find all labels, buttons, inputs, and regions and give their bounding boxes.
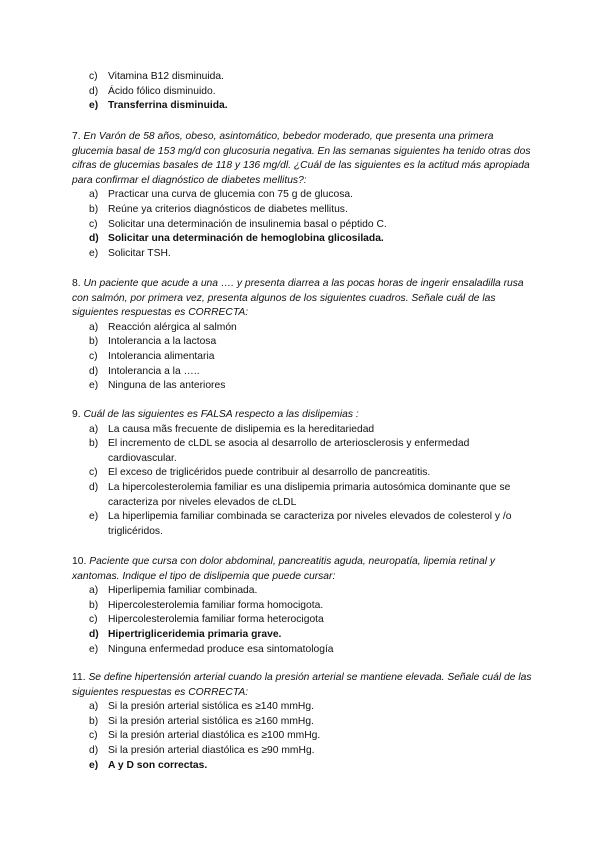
question-10 [72,555,532,657]
option-d [72,481,532,510]
option-letter: b) [89,438,99,450]
option-text: Solicitar una determinación de insulinemia basal o péptido C. [108,218,387,230]
option-e [72,379,532,394]
option-b [72,335,532,350]
option-text: Si la presión arterial diastólica es ≥100 mmHg. [108,730,321,742]
option-letter: c) [89,467,98,479]
option-letter: e) [89,511,99,523]
option-e-correct [72,99,532,114]
option-c [72,613,532,628]
option-a [72,423,532,438]
option-text: Solicitar una determinación de hemoglobina glicosilada. [108,233,384,245]
question-stem [72,130,532,188]
option-d [72,85,532,100]
option-a [72,188,532,203]
option-text: La causa mãs frecuente de dislipemia es la hereditariedad [108,423,375,435]
question-8 [72,277,532,394]
question-number: 8. [72,278,81,289]
option-b [72,203,532,218]
option-text: Reacción alérgica al salmón [108,321,237,333]
option-c [72,729,532,744]
option-c [72,70,532,85]
option-list [72,321,532,394]
option-letter: b) [89,715,99,727]
question-number: 10. [72,556,87,567]
option-e [72,643,532,658]
option-b [72,437,532,466]
option-text: Solicitar TSH. [108,247,171,259]
question-number: 9. [72,409,81,420]
question-stem [72,555,532,584]
option-letter: a) [89,701,99,713]
option-b [72,715,532,730]
option-list [72,423,532,540]
option-letter: a) [89,189,99,201]
option-letter: e) [89,247,99,259]
option-text: La hiperlipemia familiar combinada se caracteriza por niveles elevados de colesterol y /o triglicéridos. [108,511,512,537]
option-text: El exceso de triglicéridos puede contribuir al desarrollo de pancreatitis. [108,467,431,479]
option-list [72,70,532,114]
option-list [72,188,532,261]
option-letter: e) [89,100,99,112]
option-text: La hipercolesterolemia familiar es una dislipemia primaria autosómica dominante que se caracteriza por niveles elevados de cLDL [108,481,511,508]
option-a [72,321,532,336]
option-d-correct [72,628,532,643]
option-text: Vitamina B12 disminuida. [108,71,225,82]
option-text: Reúne ya criterios diagnósticos de diabetes mellitus. [108,203,348,215]
option-letter: c) [89,614,98,626]
option-text: Si la presión arterial sistólica es ≥140 mmHg. [108,701,314,713]
question-text: Paciente que cursa con dolor abdominal, pancreatitis aguda, neuropatía, lipemia retinal y xantomas. Indique el tipo de dislipemia que puede cursar: [72,556,496,582]
question-11 [72,671,532,773]
option-letter: b) [89,203,99,215]
option-text: Intolerancia alimentaria [108,350,215,362]
option-text: Ninguna enfermedad produce esa sintomatología [108,643,334,655]
option-d [72,744,532,759]
option-b [72,599,532,614]
option-text: Hiperlipemia familiar combinada. [108,585,258,597]
option-e [72,510,532,539]
option-e-correct [72,759,532,774]
option-text: Ácido fólico disminuido. [108,85,216,97]
question-text: Cuál de las siguientes es FALSA respecto a las dislipemias : [83,409,359,420]
question-stem [72,408,532,423]
option-letter: e) [89,759,99,771]
option-text: Si la presión arterial diastólica es ≥90 mmHg. [108,744,315,756]
previous-question-options [72,70,532,114]
option-text: Intolerancia a la ….. [108,365,200,377]
option-text: Hipertrigliceridemia primaria grave. [108,628,282,640]
option-d [72,365,532,380]
option-a [72,700,532,715]
question-number: 11. [72,672,86,683]
option-letter: a) [89,423,99,435]
option-letter: d) [89,481,99,493]
question-text: Se define hipertensión arterial cuando la presión arterial se mantiene elevada. Señale cuál de las siguientes respuestas es CORRECTA: [72,672,532,698]
option-letter: d) [89,628,99,640]
option-list [72,584,532,657]
option-letter: c) [89,71,98,82]
option-letter: d) [89,744,99,756]
question-9 [72,408,532,539]
option-c [72,218,532,233]
option-letter: b) [89,336,99,348]
option-text: Si la presión arterial sistólica es ≥160 mmHg. [108,715,314,727]
option-letter: b) [89,599,99,611]
option-letter: d) [89,233,99,245]
option-text: Transferrina disminuida. [108,100,228,112]
option-text: Practicar una curva de glucemia con 75 g de glucosa. [108,189,353,201]
option-letter: a) [89,321,99,333]
question-stem [72,671,532,700]
option-letter: d) [89,85,99,97]
option-letter: a) [89,585,99,597]
option-text: A y D son correctas. [108,759,208,771]
question-number: 7. [72,131,81,142]
option-letter: c) [89,350,98,362]
question-text: Un paciente que acude a una …. y presenta diarrea a las pocas horas de ingerir ensaladilla rusa con salmón, por primera vez, presenta algunos de los siguientes cuadros. Señale cuál de las siguientes respuestas es CORRECTA: [72,278,524,319]
option-text: El incremento de cLDL se asocia al desarrollo de arteriosclerosis y enfermedad cardiovascular. [108,438,470,464]
option-a [72,584,532,599]
option-c [72,466,532,481]
option-letter: d) [89,365,99,377]
option-c [72,350,532,365]
option-d-correct [72,232,532,247]
option-letter: e) [89,643,99,655]
option-text: Hipercolesterolemia familiar forma homocigota. [108,599,324,611]
option-e [72,247,532,262]
question-7 [72,130,532,261]
option-letter: e) [89,380,99,392]
question-text: En Varón de 58 años, obeso, asintomático, bebedor moderado, que presenta una primera glucemia basal de 153 mg/d con glucosuria negativa. En las semanas siguientes ha tenido otras dos cifras de glucemias basales de 118 y 136 mg/dl. ¿Cuál de las siguientes es la actitud más apropiada para confirmar el diagnóstico de diabetes mellitus?: [72,131,531,186]
option-text: Intolerancia a la lactosa [108,336,217,348]
option-list [72,700,532,773]
option-letter: c) [89,218,98,230]
option-text: Hipercolesterolemia familiar forma heterocigota [108,614,324,626]
option-text: Ninguna de las anteriores [108,380,226,392]
option-letter: c) [89,730,98,742]
question-stem [72,277,532,321]
